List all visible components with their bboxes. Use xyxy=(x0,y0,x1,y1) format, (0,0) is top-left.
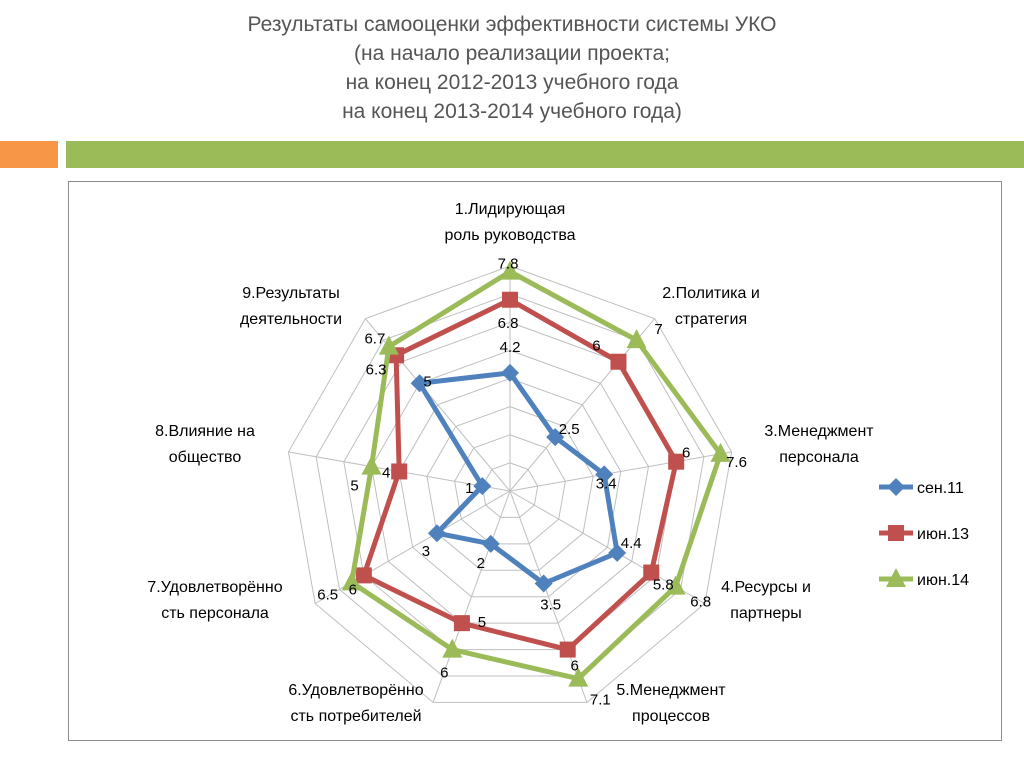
title-line: Результаты самооценки эффективности системы УКО xyxy=(247,13,777,36)
category-label: 3.Менеджмент xyxy=(764,423,874,440)
legend-label: сен.11 xyxy=(917,480,964,497)
data-label: 6 xyxy=(570,657,579,675)
data-label: 4.2 xyxy=(499,338,521,356)
chart-area xyxy=(68,181,1002,741)
data-point xyxy=(454,615,470,631)
data-point xyxy=(610,354,626,370)
data-label: 3.4 xyxy=(595,475,617,493)
data-label: 2 xyxy=(476,554,485,572)
data-label: 6.8 xyxy=(497,314,519,332)
data-label: 3.5 xyxy=(540,596,562,614)
data-label: 5 xyxy=(350,477,359,495)
data-label: 1 xyxy=(465,480,474,498)
data-point xyxy=(356,567,372,583)
data-label: 4 xyxy=(382,464,391,482)
category-label: 7.Удовлетворённо xyxy=(147,579,283,596)
data-label: 6 xyxy=(682,444,691,462)
data-point xyxy=(502,292,518,308)
category-label: 2.Политика и xyxy=(662,285,760,302)
data-point xyxy=(391,463,407,479)
data-label: 7.1 xyxy=(589,691,611,709)
series-line xyxy=(420,373,618,584)
data-label: 2.5 xyxy=(558,421,580,439)
category-label: 5.Менеджмент xyxy=(616,682,726,699)
decorative-band-green xyxy=(66,141,1024,168)
data-point xyxy=(442,639,462,658)
title-line: на конец 2012-2013 учебного года xyxy=(345,71,679,94)
legend-label: июн.13 xyxy=(917,526,970,543)
decorative-band-orange xyxy=(0,141,58,168)
category-label: 9.Результаты xyxy=(242,285,340,302)
axis-spoke xyxy=(510,452,732,491)
data-label: 5.8 xyxy=(652,576,674,594)
data-label: 6.7 xyxy=(364,330,386,348)
data-label: 6.8 xyxy=(690,593,712,611)
data-label: 6 xyxy=(592,337,601,355)
category-label: 8.Влияние на xyxy=(155,423,255,440)
category-label: стратегия xyxy=(674,311,748,328)
category-label: деятельности xyxy=(239,311,343,328)
legend-marker xyxy=(887,478,905,496)
radar-chart xyxy=(69,182,1001,740)
data-label: 7.6 xyxy=(726,453,747,471)
category-label: процессов xyxy=(632,708,710,725)
data-label: 3 xyxy=(421,543,431,561)
data-point xyxy=(560,642,576,658)
category-label: 4.Ресурсы и xyxy=(721,579,811,596)
data-label: 6.3 xyxy=(365,361,387,379)
data-label: 4.4 xyxy=(620,534,642,552)
legend-label: июн.14 xyxy=(917,572,970,589)
title-line: на конец 2013-2014 учебного года) xyxy=(342,100,682,123)
data-label: 5 xyxy=(423,373,432,391)
legend-marker xyxy=(888,525,904,541)
data-label: 7 xyxy=(654,321,663,339)
category-label: 1.Лидирующая xyxy=(454,201,566,218)
data-label: 7.8 xyxy=(497,255,519,273)
category-label: сть потребителей xyxy=(290,708,422,725)
category-label: роль руководства xyxy=(444,227,576,244)
category-label: 6.Удовлетворённо xyxy=(288,682,424,699)
title-line: (на начало реализации проекта; xyxy=(354,42,670,65)
data-label: 6.5 xyxy=(317,586,339,604)
data-label: 5 xyxy=(477,614,487,632)
slide-title xyxy=(0,10,1024,126)
data-label: 6 xyxy=(440,664,449,682)
category-label: сть персонала xyxy=(161,605,269,622)
category-label: партнеры xyxy=(730,605,802,622)
category-label: общество xyxy=(168,449,242,466)
category-label: персонала xyxy=(779,449,859,466)
data-label: 6 xyxy=(348,581,358,599)
